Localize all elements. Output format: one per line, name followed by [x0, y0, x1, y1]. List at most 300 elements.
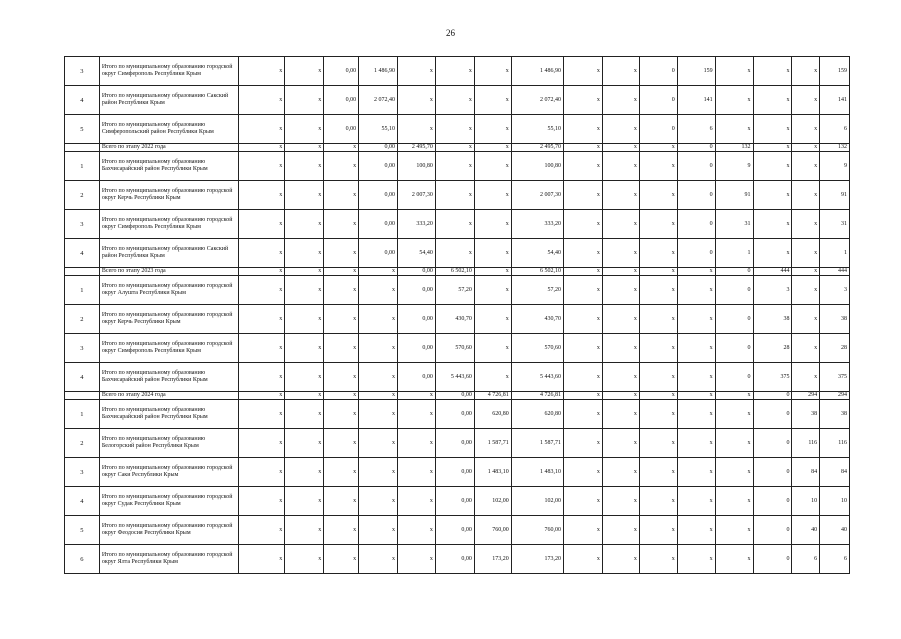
value-cell: х [359, 516, 398, 545]
value-cell: х [563, 86, 602, 115]
value-cell: х [715, 458, 753, 487]
value-cell: х [285, 115, 324, 144]
value-cell: х [359, 363, 398, 392]
value-cell: х [239, 516, 285, 545]
municipality-name: Итого по муниципальному образованию Сакский район Республики Крым [99, 86, 238, 115]
value-cell: 0,00 [398, 276, 436, 305]
value-cell: х [285, 545, 324, 574]
value-cell: 0,00 [398, 305, 436, 334]
value-cell: х [324, 458, 359, 487]
value-cell: х [435, 239, 474, 268]
municipality-name: Итого по муниципальному образованию Бахчисарайский район Республики Крым [99, 363, 238, 392]
value-cell: х [239, 305, 285, 334]
value-cell: х [435, 181, 474, 210]
row-number [65, 392, 100, 400]
value-cell: 0 [639, 115, 677, 144]
value-cell: 0 [715, 276, 753, 305]
municipality-name: Итого по муниципальному образованию Симферопольский район Республики Крым [99, 115, 238, 144]
value-cell: х [324, 400, 359, 429]
value-cell: 141 [820, 86, 850, 115]
value-cell: х [474, 144, 511, 152]
value-cell: 5 443,60 [435, 363, 474, 392]
value-cell: х [359, 305, 398, 334]
value-cell: х [285, 239, 324, 268]
value-cell: х [639, 210, 677, 239]
municipality-name: Итого по муниципальному образованию Сакский район Республики Крым [99, 239, 238, 268]
value-cell: 4 726,81 [511, 392, 563, 400]
value-cell: х [753, 86, 792, 115]
row-number: 1 [65, 276, 100, 305]
table-row [65, 86, 850, 115]
value-cell: 1 486,90 [359, 57, 398, 86]
value-cell: 10 [792, 487, 820, 516]
value-cell: 55,10 [511, 115, 563, 144]
value-cell: х [285, 516, 324, 545]
row-number: 5 [65, 115, 100, 144]
value-cell: х [324, 334, 359, 363]
row-number: 3 [65, 57, 100, 86]
value-cell: х [792, 115, 820, 144]
value-cell: х [324, 268, 359, 276]
value-cell: х [398, 392, 436, 400]
value-cell: х [563, 400, 602, 429]
value-cell: х [563, 392, 602, 400]
value-cell: х [563, 487, 602, 516]
value-cell: х [792, 334, 820, 363]
value-cell: х [285, 57, 324, 86]
value-cell: 375 [820, 363, 850, 392]
value-cell: х [398, 429, 436, 458]
value-cell: х [792, 276, 820, 305]
value-cell: х [563, 239, 602, 268]
value-cell: 1 483,10 [474, 458, 511, 487]
value-cell: х [398, 545, 436, 574]
value-cell: х [285, 181, 324, 210]
value-cell: х [239, 181, 285, 210]
value-cell: х [239, 363, 285, 392]
value-cell: х [239, 144, 285, 152]
value-cell: х [239, 487, 285, 516]
value-cell: х [285, 276, 324, 305]
value-cell: х [359, 334, 398, 363]
value-cell: 3 [820, 276, 850, 305]
value-cell: х [602, 429, 639, 458]
value-cell: х [359, 458, 398, 487]
value-cell: 31 [820, 210, 850, 239]
value-cell: х [602, 115, 639, 144]
value-cell: х [474, 210, 511, 239]
value-cell: х [715, 516, 753, 545]
municipality-name: Всего по этапу 2023 года [99, 268, 238, 276]
value-cell: х [753, 144, 792, 152]
value-cell: х [753, 239, 792, 268]
value-cell: х [398, 86, 436, 115]
value-cell: х [474, 152, 511, 181]
value-cell: х [639, 516, 677, 545]
value-cell: 0,00 [435, 392, 474, 400]
value-cell: х [563, 144, 602, 152]
value-cell: х [563, 545, 602, 574]
value-cell: х [715, 86, 753, 115]
value-cell: 0 [677, 152, 715, 181]
value-cell: 570,60 [435, 334, 474, 363]
value-cell: 0,00 [359, 181, 398, 210]
value-cell: х [792, 305, 820, 334]
value-cell: 0,00 [435, 487, 474, 516]
value-cell: х [285, 458, 324, 487]
table-row [65, 458, 850, 487]
value-cell: 6 [792, 545, 820, 574]
value-cell: 28 [753, 334, 792, 363]
row-number: 6 [65, 545, 100, 574]
value-cell: 2 072,40 [359, 86, 398, 115]
value-cell: 0 [753, 545, 792, 574]
value-cell: х [359, 392, 398, 400]
value-cell: х [677, 487, 715, 516]
value-cell: х [715, 57, 753, 86]
row-number: 5 [65, 516, 100, 545]
value-cell: х [639, 276, 677, 305]
value-cell: 570,60 [511, 334, 563, 363]
value-cell: х [677, 545, 715, 574]
value-cell: х [474, 276, 511, 305]
value-cell: х [324, 276, 359, 305]
value-cell: х [239, 115, 285, 144]
value-cell: 333,20 [511, 210, 563, 239]
value-cell: х [324, 152, 359, 181]
value-cell: 159 [677, 57, 715, 86]
value-cell: х [563, 152, 602, 181]
value-cell: 0 [753, 487, 792, 516]
value-cell: 1 486,90 [511, 57, 563, 86]
value-cell: 57,20 [511, 276, 563, 305]
value-cell: х [602, 239, 639, 268]
value-cell: 6 502,10 [511, 268, 563, 276]
value-cell: х [639, 400, 677, 429]
value-cell: х [285, 152, 324, 181]
value-cell: 102,00 [511, 487, 563, 516]
value-cell: х [239, 334, 285, 363]
value-cell: 2 007,30 [398, 181, 436, 210]
value-cell: 1 587,71 [511, 429, 563, 458]
municipality-name: Итого по муниципальному образованию городской округ Керчь Республики Крым [99, 305, 238, 334]
value-cell: 0,00 [359, 210, 398, 239]
value-cell: 91 [715, 181, 753, 210]
value-cell: х [639, 487, 677, 516]
value-cell: 0 [639, 57, 677, 86]
value-cell: х [753, 210, 792, 239]
value-cell: х [474, 334, 511, 363]
table-row [65, 487, 850, 516]
value-cell: х [677, 400, 715, 429]
value-cell: х [474, 86, 511, 115]
value-cell: 132 [715, 144, 753, 152]
value-cell: х [359, 545, 398, 574]
value-cell: х [677, 392, 715, 400]
row-number [65, 268, 100, 276]
value-cell: х [435, 115, 474, 144]
value-cell: 4 726,81 [474, 392, 511, 400]
value-cell: 0,00 [435, 516, 474, 545]
value-cell: х [474, 363, 511, 392]
value-cell: х [359, 429, 398, 458]
value-cell: 0,00 [435, 545, 474, 574]
value-cell: 28 [820, 334, 850, 363]
program-stages-table [64, 56, 850, 574]
value-cell: х [285, 392, 324, 400]
value-cell: х [239, 545, 285, 574]
value-cell: х [792, 152, 820, 181]
value-cell: х [792, 239, 820, 268]
value-cell: х [639, 305, 677, 334]
value-cell: 0,00 [435, 400, 474, 429]
row-number: 4 [65, 86, 100, 115]
row-number: 2 [65, 429, 100, 458]
municipality-name: Всего по этапу 2024 года [99, 392, 238, 400]
row-number: 4 [65, 239, 100, 268]
value-cell: х [602, 86, 639, 115]
value-cell: х [602, 210, 639, 239]
value-cell: 38 [792, 400, 820, 429]
value-cell: х [715, 392, 753, 400]
table-row [65, 239, 850, 268]
table-row [65, 210, 850, 239]
value-cell: х [398, 516, 436, 545]
value-cell: х [239, 86, 285, 115]
value-cell: х [602, 400, 639, 429]
value-cell: 38 [820, 305, 850, 334]
value-cell: х [285, 334, 324, 363]
value-cell: х [563, 516, 602, 545]
value-cell: х [639, 239, 677, 268]
value-cell: 760,00 [511, 516, 563, 545]
value-cell: х [239, 210, 285, 239]
value-cell: 54,40 [398, 239, 436, 268]
value-cell: 294 [792, 392, 820, 400]
value-cell: х [285, 86, 324, 115]
value-cell: х [435, 57, 474, 86]
value-cell: 141 [677, 86, 715, 115]
value-cell: 0,00 [359, 239, 398, 268]
value-cell: х [792, 57, 820, 86]
value-cell: х [639, 363, 677, 392]
value-cell: х [239, 268, 285, 276]
value-cell: х [602, 268, 639, 276]
value-cell: 0 [715, 268, 753, 276]
value-cell: 100,80 [511, 152, 563, 181]
value-cell: 84 [792, 458, 820, 487]
value-cell: х [753, 152, 792, 181]
value-cell: 2 072,40 [511, 86, 563, 115]
value-cell: х [639, 268, 677, 276]
value-cell: х [602, 392, 639, 400]
table-row [65, 400, 850, 429]
row-number [65, 144, 100, 152]
value-cell: х [324, 487, 359, 516]
value-cell: 0 [677, 144, 715, 152]
value-cell: х [715, 487, 753, 516]
value-cell: х [239, 239, 285, 268]
value-cell: х [602, 545, 639, 574]
value-cell: 10 [820, 487, 850, 516]
value-cell: х [359, 400, 398, 429]
value-cell: х [435, 210, 474, 239]
value-cell: 430,70 [511, 305, 563, 334]
value-cell: х [602, 144, 639, 152]
municipality-name: Всего по этапу 2022 года [99, 144, 238, 152]
municipality-name: Итого по муниципальному образованию городской округ Феодосия Республики Крым [99, 516, 238, 545]
value-cell: 3 [753, 276, 792, 305]
value-cell: 84 [820, 458, 850, 487]
value-cell: 132 [820, 144, 850, 152]
value-cell: х [753, 181, 792, 210]
value-cell: х [715, 115, 753, 144]
value-cell: х [563, 210, 602, 239]
value-cell: 100,80 [398, 152, 436, 181]
value-cell: х [285, 363, 324, 392]
value-cell: х [563, 334, 602, 363]
value-cell: х [474, 305, 511, 334]
value-cell: х [359, 487, 398, 516]
value-cell: 0 [753, 458, 792, 487]
value-cell: 6 [677, 115, 715, 144]
value-cell: 294 [820, 392, 850, 400]
value-cell: 38 [753, 305, 792, 334]
value-cell: 91 [820, 181, 850, 210]
stage-total-row [65, 392, 850, 400]
value-cell: х [792, 144, 820, 152]
value-cell: х [474, 115, 511, 144]
value-cell: х [474, 181, 511, 210]
value-cell: 430,70 [435, 305, 474, 334]
value-cell: х [792, 210, 820, 239]
table-row [65, 115, 850, 144]
value-cell: 0 [677, 210, 715, 239]
value-cell: х [639, 545, 677, 574]
value-cell: х [324, 305, 359, 334]
table-row [65, 152, 850, 181]
value-cell: 102,00 [474, 487, 511, 516]
table-row [65, 334, 850, 363]
value-cell: х [324, 144, 359, 152]
value-cell: х [435, 144, 474, 152]
value-cell: 0,00 [398, 363, 436, 392]
table-body [65, 57, 850, 574]
value-cell: 40 [792, 516, 820, 545]
value-cell: х [563, 57, 602, 86]
value-cell: х [435, 86, 474, 115]
value-cell: х [715, 545, 753, 574]
value-cell: х [324, 516, 359, 545]
municipality-name: Итого по муниципальному образованию Бахчисарайский район Республики Крым [99, 152, 238, 181]
value-cell: х [677, 334, 715, 363]
value-cell: 0 [677, 239, 715, 268]
value-cell: 0 [715, 363, 753, 392]
value-cell: 0,00 [359, 144, 398, 152]
row-number: 3 [65, 458, 100, 487]
value-cell: 116 [792, 429, 820, 458]
value-cell: 40 [820, 516, 850, 545]
value-cell: 0,00 [324, 86, 359, 115]
value-cell: х [677, 276, 715, 305]
value-cell: х [239, 57, 285, 86]
value-cell: х [398, 400, 436, 429]
row-number: 4 [65, 487, 100, 516]
value-cell: 0,00 [398, 268, 436, 276]
value-cell: х [239, 429, 285, 458]
value-cell: 31 [715, 210, 753, 239]
value-cell: х [602, 334, 639, 363]
value-cell: 9 [820, 152, 850, 181]
value-cell: х [285, 268, 324, 276]
value-cell: 1 [820, 239, 850, 268]
value-cell: х [677, 268, 715, 276]
value-cell: х [285, 144, 324, 152]
value-cell: 6 502,10 [435, 268, 474, 276]
value-cell: х [602, 305, 639, 334]
value-cell: х [563, 305, 602, 334]
value-cell: х [285, 400, 324, 429]
value-cell: х [563, 181, 602, 210]
stage-total-row [65, 268, 850, 276]
value-cell: х [239, 392, 285, 400]
value-cell: 620,80 [511, 400, 563, 429]
value-cell: 0,00 [398, 334, 436, 363]
value-cell: х [398, 458, 436, 487]
value-cell: х [324, 429, 359, 458]
table-row [65, 429, 850, 458]
value-cell: 0 [715, 305, 753, 334]
value-cell: 6 [820, 115, 850, 144]
table-row [65, 57, 850, 86]
page-number: 26 [446, 28, 455, 38]
value-cell: 38 [820, 400, 850, 429]
value-cell: х [239, 276, 285, 305]
value-cell: 159 [820, 57, 850, 86]
value-cell: 55,10 [359, 115, 398, 144]
value-cell: х [792, 363, 820, 392]
value-cell: х [398, 57, 436, 86]
value-cell: 0 [753, 516, 792, 545]
value-cell: х [324, 210, 359, 239]
value-cell: 6 [820, 545, 850, 574]
municipality-name: Итого по муниципальному образованию городской округ Симферополь Республики Крым [99, 210, 238, 239]
value-cell: 2 495,70 [511, 144, 563, 152]
value-cell: х [602, 276, 639, 305]
value-cell: х [677, 458, 715, 487]
value-cell: 173,20 [474, 545, 511, 574]
value-cell: х [563, 276, 602, 305]
value-cell: х [285, 429, 324, 458]
value-cell: х [359, 268, 398, 276]
value-cell: х [324, 181, 359, 210]
value-cell: х [639, 152, 677, 181]
municipality-name: Итого по муниципальному образованию городской округ Саки Республики Крым [99, 458, 238, 487]
value-cell: 0 [753, 400, 792, 429]
municipality-name: Итого по муниципальному образованию городской округ Алушта Республики Крым [99, 276, 238, 305]
value-cell: 0,00 [324, 57, 359, 86]
table-row [65, 545, 850, 574]
value-cell: х [474, 268, 511, 276]
value-cell: х [285, 210, 324, 239]
value-cell: х [602, 487, 639, 516]
value-cell: х [324, 392, 359, 400]
row-number: 3 [65, 210, 100, 239]
value-cell: х [639, 181, 677, 210]
value-cell: 444 [820, 268, 850, 276]
municipality-name: Итого по муниципальному образованию городской округ Симферополь Республики Крым [99, 57, 238, 86]
value-cell: х [398, 115, 436, 144]
